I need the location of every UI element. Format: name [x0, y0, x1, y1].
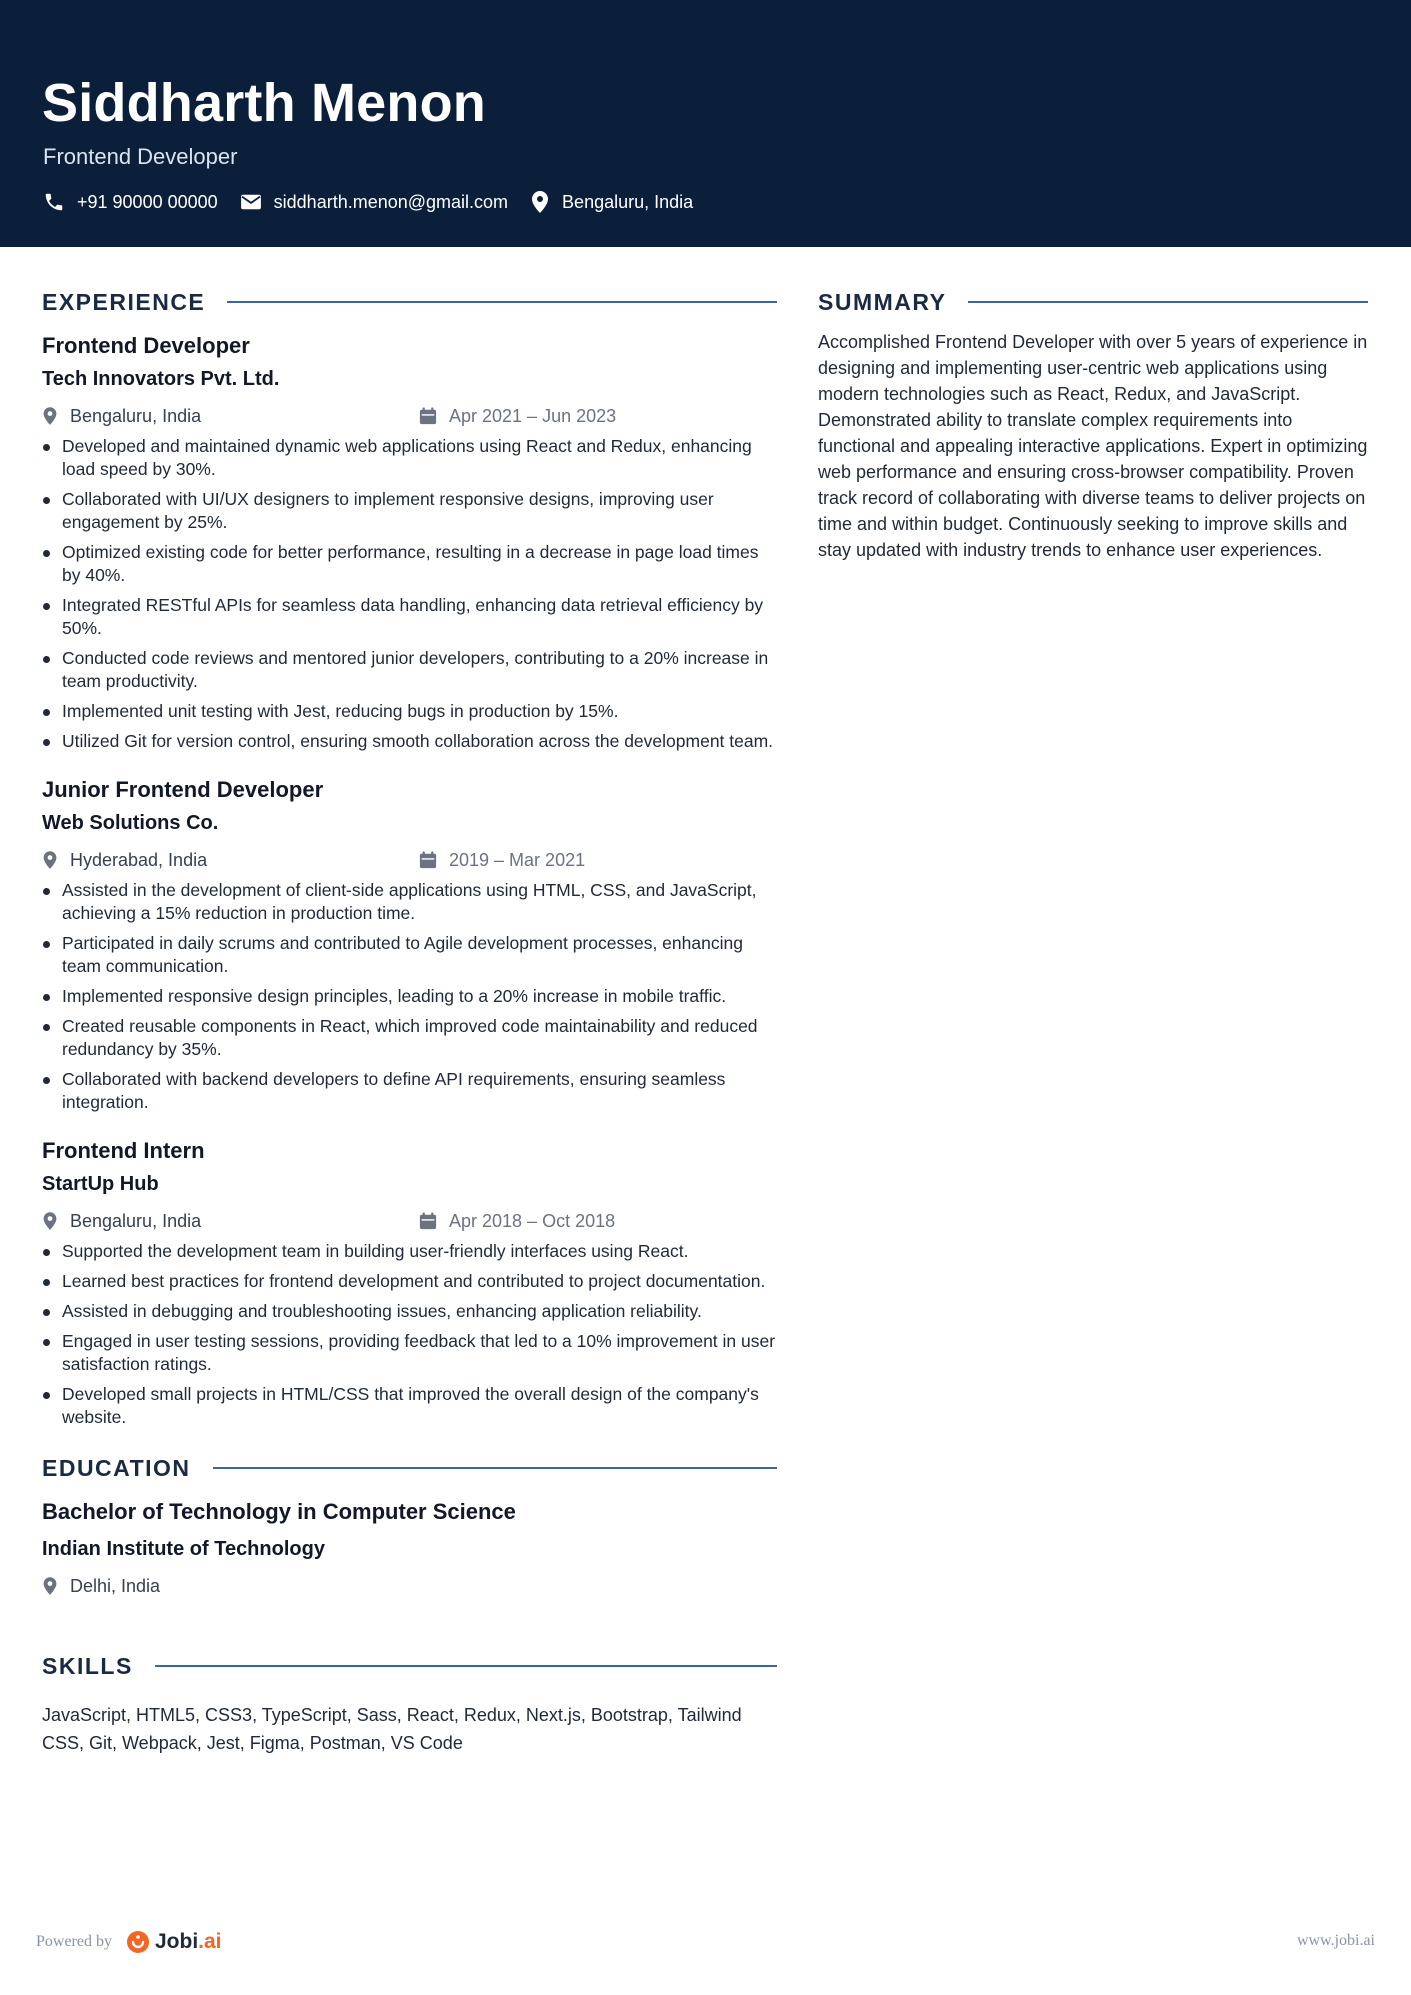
email-icon: [240, 193, 262, 211]
job-bullet: Optimized existing code for better performance, resulting in a decrease in page load times by 40%.: [42, 541, 777, 587]
location-pin-icon: [42, 1576, 58, 1596]
job-bullet: Utilized Git for version control, ensuring smooth collaboration across the development team.: [42, 730, 777, 753]
job-bullet: Collaborated with backend developers to define API requirements, ensuring seamless integration.: [42, 1068, 777, 1114]
job-dates-text: 2019 – Mar 2021: [449, 849, 586, 870]
job-bullets: [42, 879, 777, 1114]
job-location-text: Bengaluru, India: [70, 405, 202, 426]
job-location-text: Hyderabad, India: [70, 849, 208, 870]
job-bullet: Developed and maintained dynamic web applications using React and Redux, enhancing load speed by 30%.: [42, 435, 777, 481]
job-bullet: Implemented unit testing with Jest, reducing bugs in production by 15%.: [42, 700, 777, 723]
job-bullet: Participated in daily scrums and contributed to Agile development processes, enhancing team communication.: [42, 932, 777, 978]
job-bullets: [42, 1240, 777, 1429]
company-name: Tech Innovators Pvt. Ltd.: [42, 368, 280, 390]
left-column: [42, 285, 777, 1757]
contact-location: [530, 190, 693, 214]
job-bullet: Integrated RESTful APIs for seamless data handling, enhancing data retrieval efficiency by 50%.: [42, 594, 777, 640]
brand-suffix: .ai: [198, 1930, 222, 1953]
section-heading-text: EDUCATION: [42, 1454, 191, 1481]
education-meta: [42, 1573, 777, 1599]
job-bullet: Supported the development team in building user-friendly interfaces using React.: [42, 1240, 777, 1263]
job-meta: [42, 403, 777, 429]
location-pin-icon: [42, 850, 58, 870]
section-heading-text: SUMMARY: [818, 288, 947, 315]
job-dates-text: Apr 2021 – Jun 2023: [449, 405, 617, 426]
company-name: StartUp Hub: [42, 1173, 159, 1195]
education-location: [42, 1576, 419, 1597]
job-title: Junior Frontend Developer: [42, 777, 324, 802]
right-column: [818, 285, 1368, 563]
company-name: Web Solutions Co.: [42, 812, 219, 834]
job-title: Frontend Intern: [42, 1138, 205, 1163]
location-text: Bengaluru, India: [562, 191, 694, 212]
section-heading-text: EXPERIENCE: [42, 288, 206, 315]
section-divider: [227, 301, 777, 303]
phone-icon: [43, 191, 65, 213]
job-dates: [419, 1211, 615, 1232]
experience-section-title: [42, 285, 777, 319]
education-section-title: [42, 1451, 777, 1485]
experience-entry: [42, 331, 777, 753]
section-divider: [213, 1467, 777, 1469]
candidate-role: Frontend Developer: [43, 144, 238, 169]
job-location-text: Bengaluru, India: [70, 1210, 202, 1231]
skills-section-title: [42, 1649, 777, 1683]
powered-by-text: Powered by: [36, 1933, 112, 1950]
experience-entry: [42, 775, 777, 1114]
section-divider: [968, 301, 1368, 303]
resume-header: [0, 0, 1411, 247]
job-location: [42, 850, 419, 871]
job-meta: [42, 1208, 777, 1234]
footer-url[interactable]: www.jobi.ai: [1296, 1932, 1375, 1949]
skills-list: JavaScript, HTML5, CSS3, TypeScript, Sass, React, Redux, Next.js, Bootstrap, Tailwind CSS, Git, Webpack, Jest, Figma, Postman, VS Code: [42, 1705, 742, 1753]
education-location-text: Delhi, India: [70, 1575, 161, 1596]
experience-list: [42, 331, 777, 1429]
section-divider: [155, 1665, 777, 1667]
phone-text: +91 90000 00000: [77, 191, 218, 212]
job-title: Frontend Developer: [42, 333, 250, 358]
email-text: siddharth.menon@gmail.com: [273, 191, 509, 212]
summary-text: Accomplished Frontend Developer with over 5 years of experience in designing and implementing user-centric web applications using modern technologies such as React, Redux, and JavaScript. Demonstrated ability to translate complex requirements into functional and appealing interactive applications. Expert in optimizing web performance and ensuring cross-browser compatibility. Proven track record of collaborating with diverse teams to deliver projects on time and within budget. Continuously seeking to improve skills and stay updated with industry trends to enhance user experiences.: [818, 332, 1368, 560]
contact-email[interactable]: [240, 192, 508, 213]
contact-phone[interactable]: [43, 191, 218, 213]
section-heading-text: SKILLS: [42, 1652, 133, 1679]
education-degree: Bachelor of Technology in Computer Science: [42, 1499, 516, 1524]
job-bullet: Implemented responsive design principles, leading to a 20% increase in mobile traffic.: [42, 985, 777, 1008]
calendar-icon: [419, 851, 437, 869]
job-bullet: Assisted in debugging and troubleshooting issues, enhancing application reliability.: [42, 1300, 777, 1323]
powered-by: [36, 1930, 222, 1954]
experience-entry: [42, 1136, 777, 1429]
job-bullet: Created reusable components in React, which improved code maintainability and reduced redundancy by 35%.: [42, 1015, 777, 1061]
brand-main: Jobi: [154, 1930, 199, 1953]
calendar-icon: [419, 407, 437, 425]
job-bullet: Learned best practices for frontend development and contributed to project documentation.: [42, 1270, 777, 1293]
job-bullet: Engaged in user testing sessions, providing feedback that led to a 10% improvement in user satisfaction ratings.: [42, 1330, 777, 1376]
location-pin-icon: [42, 1211, 58, 1231]
job-bullets: [42, 435, 777, 753]
candidate-name: Siddharth Menon: [42, 73, 486, 133]
job-bullet: Developed small projects in HTML/CSS that improved the overall design of the company's website.: [42, 1383, 777, 1429]
job-bullet: Conducted code reviews and mentored junior developers, contributing to a 20% increase in team productivity.: [42, 647, 777, 693]
job-location: [42, 1211, 419, 1232]
contact-bar: [43, 190, 715, 214]
job-location: [42, 406, 419, 427]
jobi-logo[interactable]: [126, 1930, 222, 1954]
job-dates: [419, 406, 616, 427]
job-meta: [42, 847, 777, 873]
location-pin-icon: [530, 190, 550, 214]
education-school: Indian Institute of Technology: [42, 1538, 325, 1560]
job-bullet: Collaborated with UI/UX designers to implement responsive designs, improving user engagement by 25%.: [42, 488, 777, 534]
location-pin-icon: [42, 406, 58, 426]
calendar-icon: [419, 1212, 437, 1230]
job-bullet: Assisted in the development of client-side applications using HTML, CSS, and JavaScript, achieving a 15% reduction in production time.: [42, 879, 777, 925]
job-dates: [419, 850, 585, 871]
summary-section-title: [818, 285, 1368, 319]
jobi-logo-icon: [126, 1930, 150, 1954]
job-dates-text: Apr 2018 – Oct 2018: [449, 1210, 616, 1231]
